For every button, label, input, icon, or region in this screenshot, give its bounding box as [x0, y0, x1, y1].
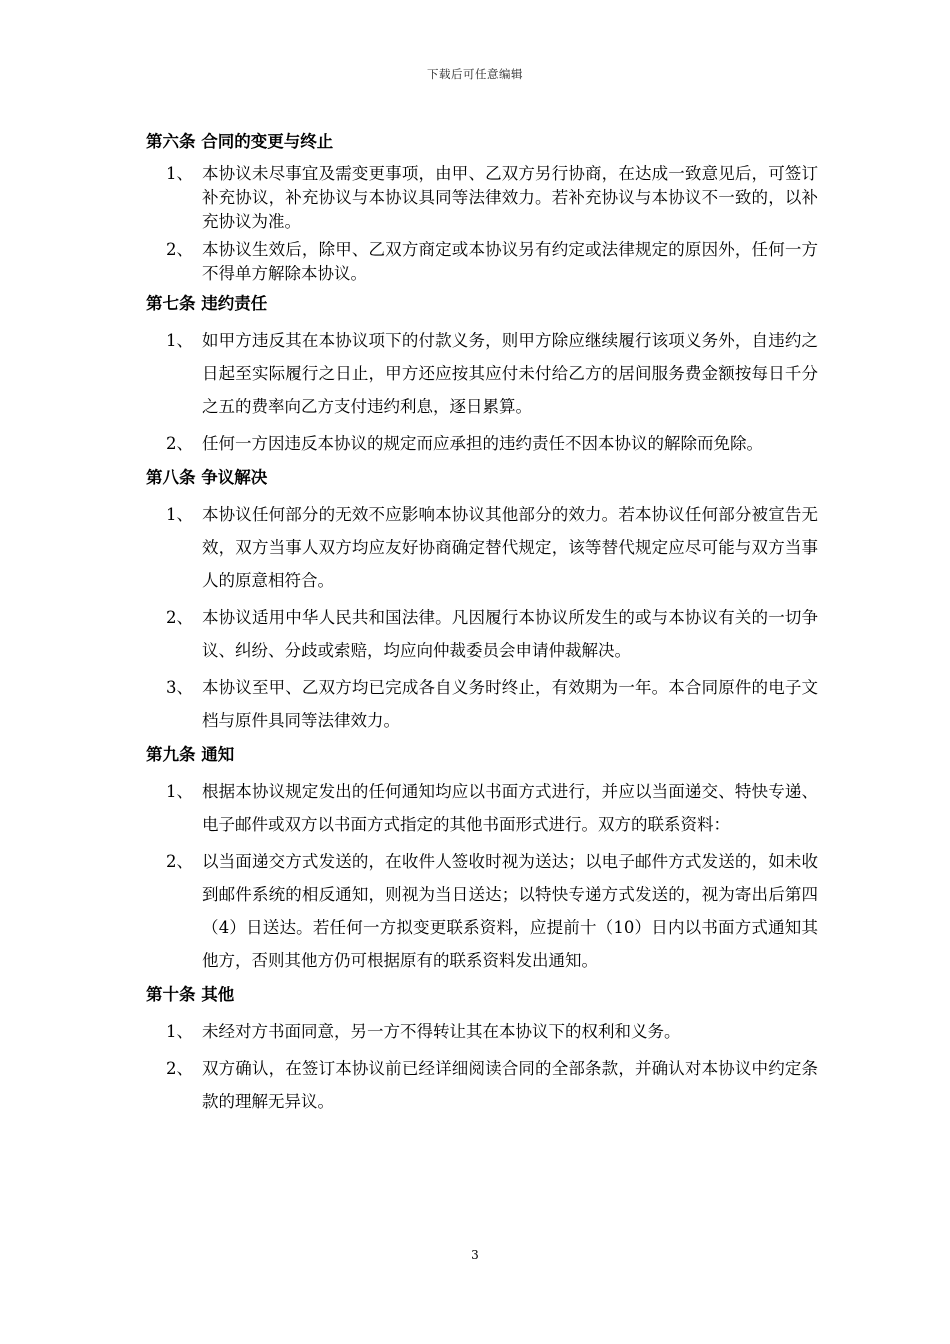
item-number: 2、	[166, 434, 193, 453]
list-item	[146, 671, 818, 737]
item-text: 双方确认，在签订本协议前已经详细阅读合同的全部条款，并确认对本协议中约定条款的理解无异议。	[202, 1059, 818, 1111]
item-text: 本协议至甲、乙双方均已完成各自义务时终止，有效期为一年。本合同原件的电子文档与原件具同等法律效力。	[202, 678, 818, 730]
item-number: 3、	[166, 678, 193, 697]
item-text: 任何一方因违反本协议的规定而应承担的违约责任不因本协议的解除而免除。	[202, 434, 763, 453]
article-heading: 第十条 其他	[146, 985, 235, 1004]
item-number: 2、	[166, 608, 193, 627]
list-item	[146, 162, 818, 234]
item-number: 2、	[166, 1059, 193, 1078]
item-number: 2、	[166, 240, 193, 259]
item-text: 本协议任何部分的无效不应影响本协议其他部分的效力。若本协议任何部分被宣告无效，双方当事人双方均应友好协商确定替代规定，该等替代规定应尽可能与双方当事人的原意相符合。	[202, 505, 818, 590]
item-text: 根据本协议规定发出的任何通知均应以书面方式进行，并应以当面递交、特快专递、电子邮件或双方以书面方式指定的其他书面形式进行。双方的联系资料：	[202, 782, 818, 834]
item-text: 本协议生效后，除甲、乙双方商定或本协议另有约定或法律规定的原因外，任何一方不得单方解除本协议。	[202, 240, 818, 283]
article-heading: 第七条 违约责任	[146, 294, 268, 313]
article-10	[146, 981, 818, 1118]
list-item	[146, 427, 818, 460]
list-item	[146, 1052, 818, 1118]
list-item	[146, 1015, 818, 1048]
article-heading: 第九条 通知	[146, 745, 235, 764]
list-item	[146, 498, 818, 597]
item-text: 本协议未尽事宜及需变更事项，由甲、乙双方另行协商，在达成一致意见后，可签订补充协议，补充协议与本协议具同等法律效力。若补充协议与本协议不一致的，以补充协议为准。	[202, 164, 818, 231]
item-number: 1、	[166, 331, 193, 350]
item-number: 1、	[166, 505, 193, 524]
item-text: 本协议适用中华人民共和国法律。凡因履行本协议所发生的或与本协议有关的一切争议、纠纷、分歧或索赔，均应向仲裁委员会申请仲裁解决。	[202, 608, 818, 660]
item-text: 未经对方书面同意，另一方不得转让其在本协议下的权利和义务。	[202, 1022, 681, 1041]
article-6	[146, 128, 818, 286]
item-number: 1、	[166, 782, 193, 801]
list-item	[146, 324, 818, 423]
list-item	[146, 775, 818, 841]
list-item	[146, 238, 818, 286]
document-body	[146, 124, 818, 1122]
page-number: 3	[471, 1248, 479, 1262]
article-7	[146, 290, 818, 460]
article-heading: 第八条 争议解决	[146, 468, 268, 487]
article-heading: 第六条 合同的变更与终止	[146, 132, 334, 151]
item-text: 以当面递交方式发送的，在收件人签收时视为送达；以电子邮件方式发送的，如未收到邮件系统的相反通知，则视为当日送达；以特快专递方式发送的，视为寄出后第四（4）日送达。若任何一方拟变更联系资料，应提前十（10）日内以书面方式通知其他方，否则其他方仍可根据原有的联系资料发出通知。	[202, 852, 818, 970]
article-8	[146, 464, 818, 737]
list-item	[146, 601, 818, 667]
article-9	[146, 741, 818, 977]
item-number: 2、	[166, 852, 193, 871]
item-text: 如甲方违反其在本协议项下的付款义务，则甲方除应继续履行该项义务外，自违约之日起至实际履行之日止，甲方还应按其应付未付给乙方的居间服务费金额按每日千分之五的费率向乙方支付违约利息，逐日累算。	[202, 331, 818, 416]
list-item	[146, 845, 818, 977]
item-number: 1、	[166, 1022, 193, 1041]
item-number: 1、	[166, 164, 193, 183]
page-header: 下载后可任意编辑	[427, 67, 523, 81]
